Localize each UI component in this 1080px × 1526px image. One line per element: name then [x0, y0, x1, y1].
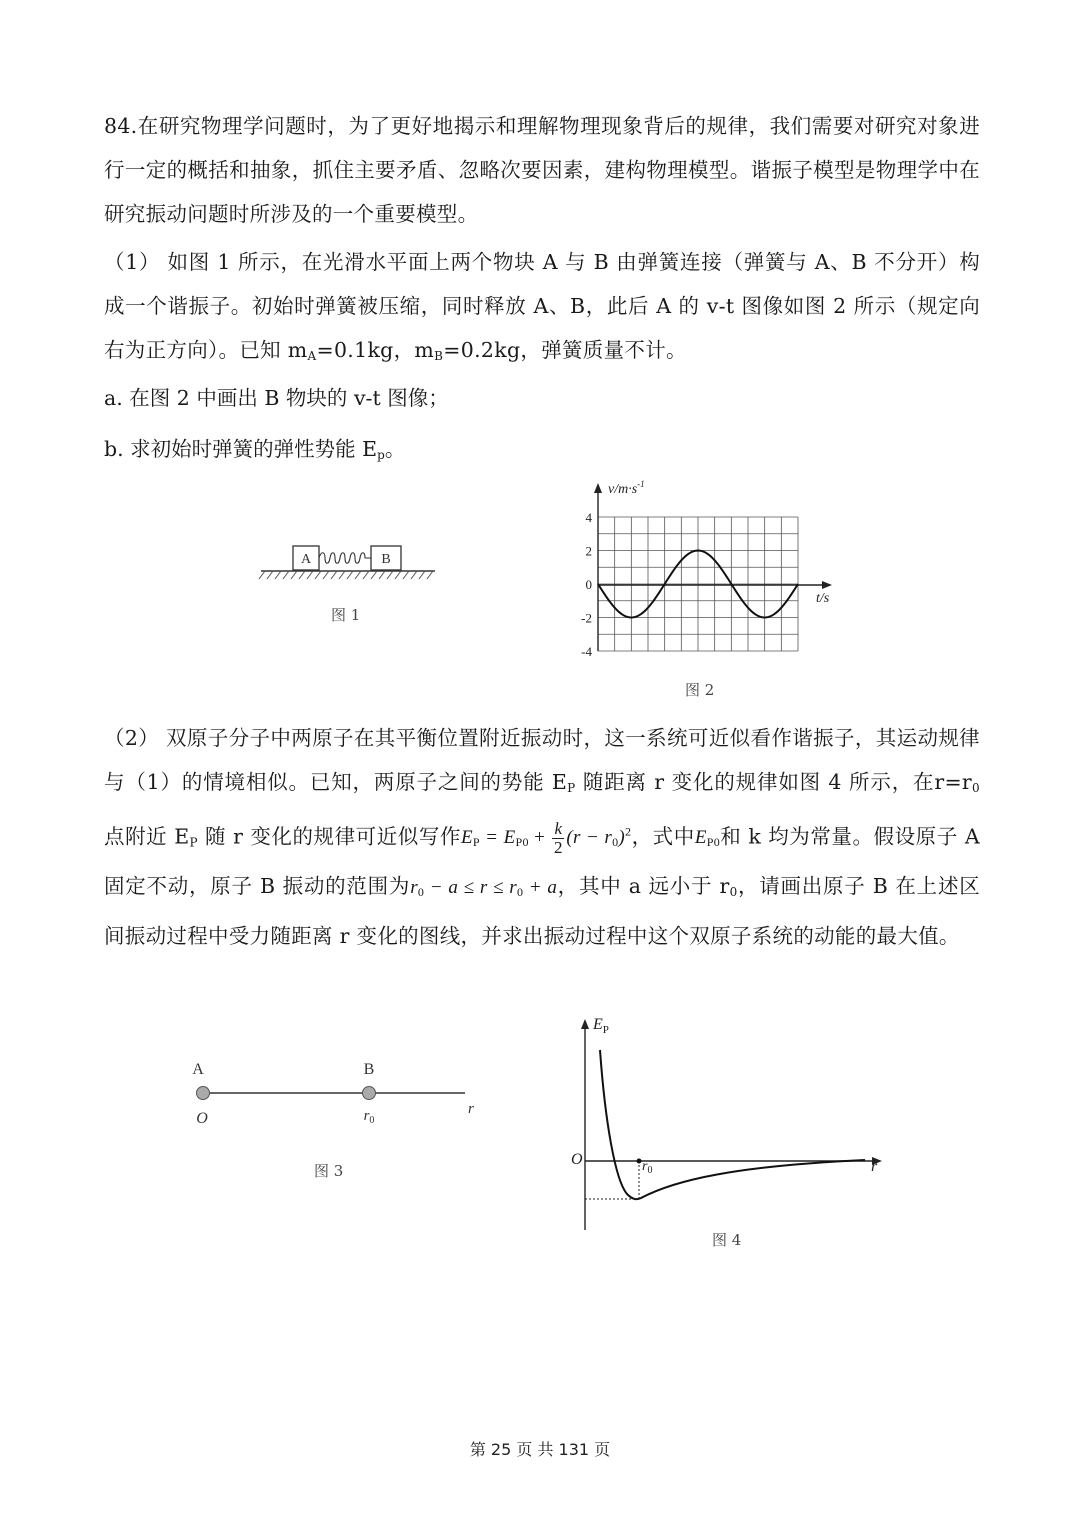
label-b: B	[363, 1061, 375, 1078]
y-axis-arrow	[581, 1019, 589, 1029]
question-intro: 84.在研究物理学问题时，为了更好地揭示和理解物理现象背后的规律，我们需要对研究对象进行一定的概括和抽象，抓住主要矛盾、忽略次要因素，建构物理模型。谐振子模型是物理学中在研究振动问题时所涉及的一个重要模型。	[104, 114, 980, 226]
formula-fraction: $\frac{k}{2}$	[553, 819, 563, 858]
ground-hatch	[259, 571, 433, 579]
x-axis-arrow	[822, 581, 832, 589]
label-r: r	[468, 1101, 474, 1117]
part1-text-b: =0.1kg，m	[316, 338, 435, 362]
part1-text-a: （1） 如图 1 所示，在光滑水平面上两个物块 A 与 B 由弹簧连接（弹簧与 A、B 不分开）构成一个谐振子。初始时弹簧被压缩，同时释放 A、B，此后 A 的 v-t 图像如图 2 所示（规定向右为正方向）。已知 m	[104, 250, 980, 362]
item-b: b. 求初始时弹簧的弹性势能 $E_p$。	[104, 437, 406, 462]
range-formula: $r_0 - a \le r \le r_0 + a$	[410, 877, 558, 900]
figure4-caption: 图 4	[712, 1231, 742, 1249]
item-a: a. 在图 2 中画出 B 物块的 v-t 图像；	[104, 386, 449, 410]
formula-ep: $E_P = E_{P0}$ + $\frac{k}{2}$ $(r - r_0)^2$	[460, 819, 632, 858]
label-a: A	[192, 1061, 204, 1078]
label-o: O	[571, 1151, 583, 1168]
x-axis-label: t/s	[816, 591, 830, 606]
part1-text-c: =0.2kg，弹簧质量不计。	[443, 338, 687, 362]
y-axis-label: $E_P$	[593, 1016, 609, 1036]
mass-a-sub: A	[307, 349, 317, 363]
chart-grid	[598, 517, 798, 651]
y-axis-arrow	[594, 483, 602, 493]
block-a-label: A	[300, 552, 312, 567]
figure2-chart	[560, 475, 850, 665]
y-axis-label: $v/m\cdot s^{-1}$	[608, 479, 645, 497]
spring	[319, 553, 371, 564]
y-tick-label: -4	[581, 644, 592, 659]
figure2-caption: 图 2	[685, 681, 715, 699]
figure3-diagram	[185, 1055, 485, 1130]
part1-text	[104, 240, 980, 378]
y-tick-label: 4	[585, 510, 592, 525]
figure4-chart	[565, 1010, 895, 1235]
figure1-diagram	[255, 535, 445, 585]
figure3-caption: 图 3	[314, 1162, 344, 1180]
y-tick-label: 2	[585, 543, 592, 559]
figure1-caption: 图 1	[331, 606, 361, 624]
part2-text: （2） 双原子分子中两原子在其平衡位置附近振动时，这一系统可近似看作谐振子，其运动规律与（1）的情境相似。已知，两原子之间的势能 $E_P$ 随距离 r 变化的规律如图 4 所示，在$r=r_0$ 点附近 $E_P$ 随 r 变化的规律可近似写作$E_P = E_{P0}$ + $\frac{k}{2}$ $(r - r_0)^2$，式中$E_{P0}$和 k 均为常量。假设原子 A 固定不动，原子 B 振动的范围为$r_0 - a \le r \le r_0 + a$，其中 a 远小于 $r_0$，请画出原子 B 在上述区间振动过程中受力随距离 r 变化的图线，并求出振动过程中这个双原子系统的动能的最大值。	[104, 726, 980, 949]
y-tick-label: -2	[581, 610, 592, 626]
label-o: O	[196, 1110, 208, 1127]
atom-a	[197, 1087, 210, 1100]
mass-b-sub: B	[434, 349, 444, 363]
y-tick-label: 0	[585, 577, 592, 592]
label-r0: $r_0$	[363, 1108, 375, 1126]
label-r0: $r_0$	[642, 1159, 653, 1176]
r0-point	[637, 1159, 642, 1164]
label-r: r	[871, 1158, 878, 1175]
atom-b	[363, 1087, 376, 1100]
ep0-ref: $E_{P0}$	[694, 827, 720, 850]
ep-curve	[600, 1050, 865, 1199]
page-footer: 第 25 页 共 131 页	[469, 1440, 611, 1459]
block-b-label: B	[381, 552, 391, 567]
y-tick-labels	[581, 510, 592, 659]
